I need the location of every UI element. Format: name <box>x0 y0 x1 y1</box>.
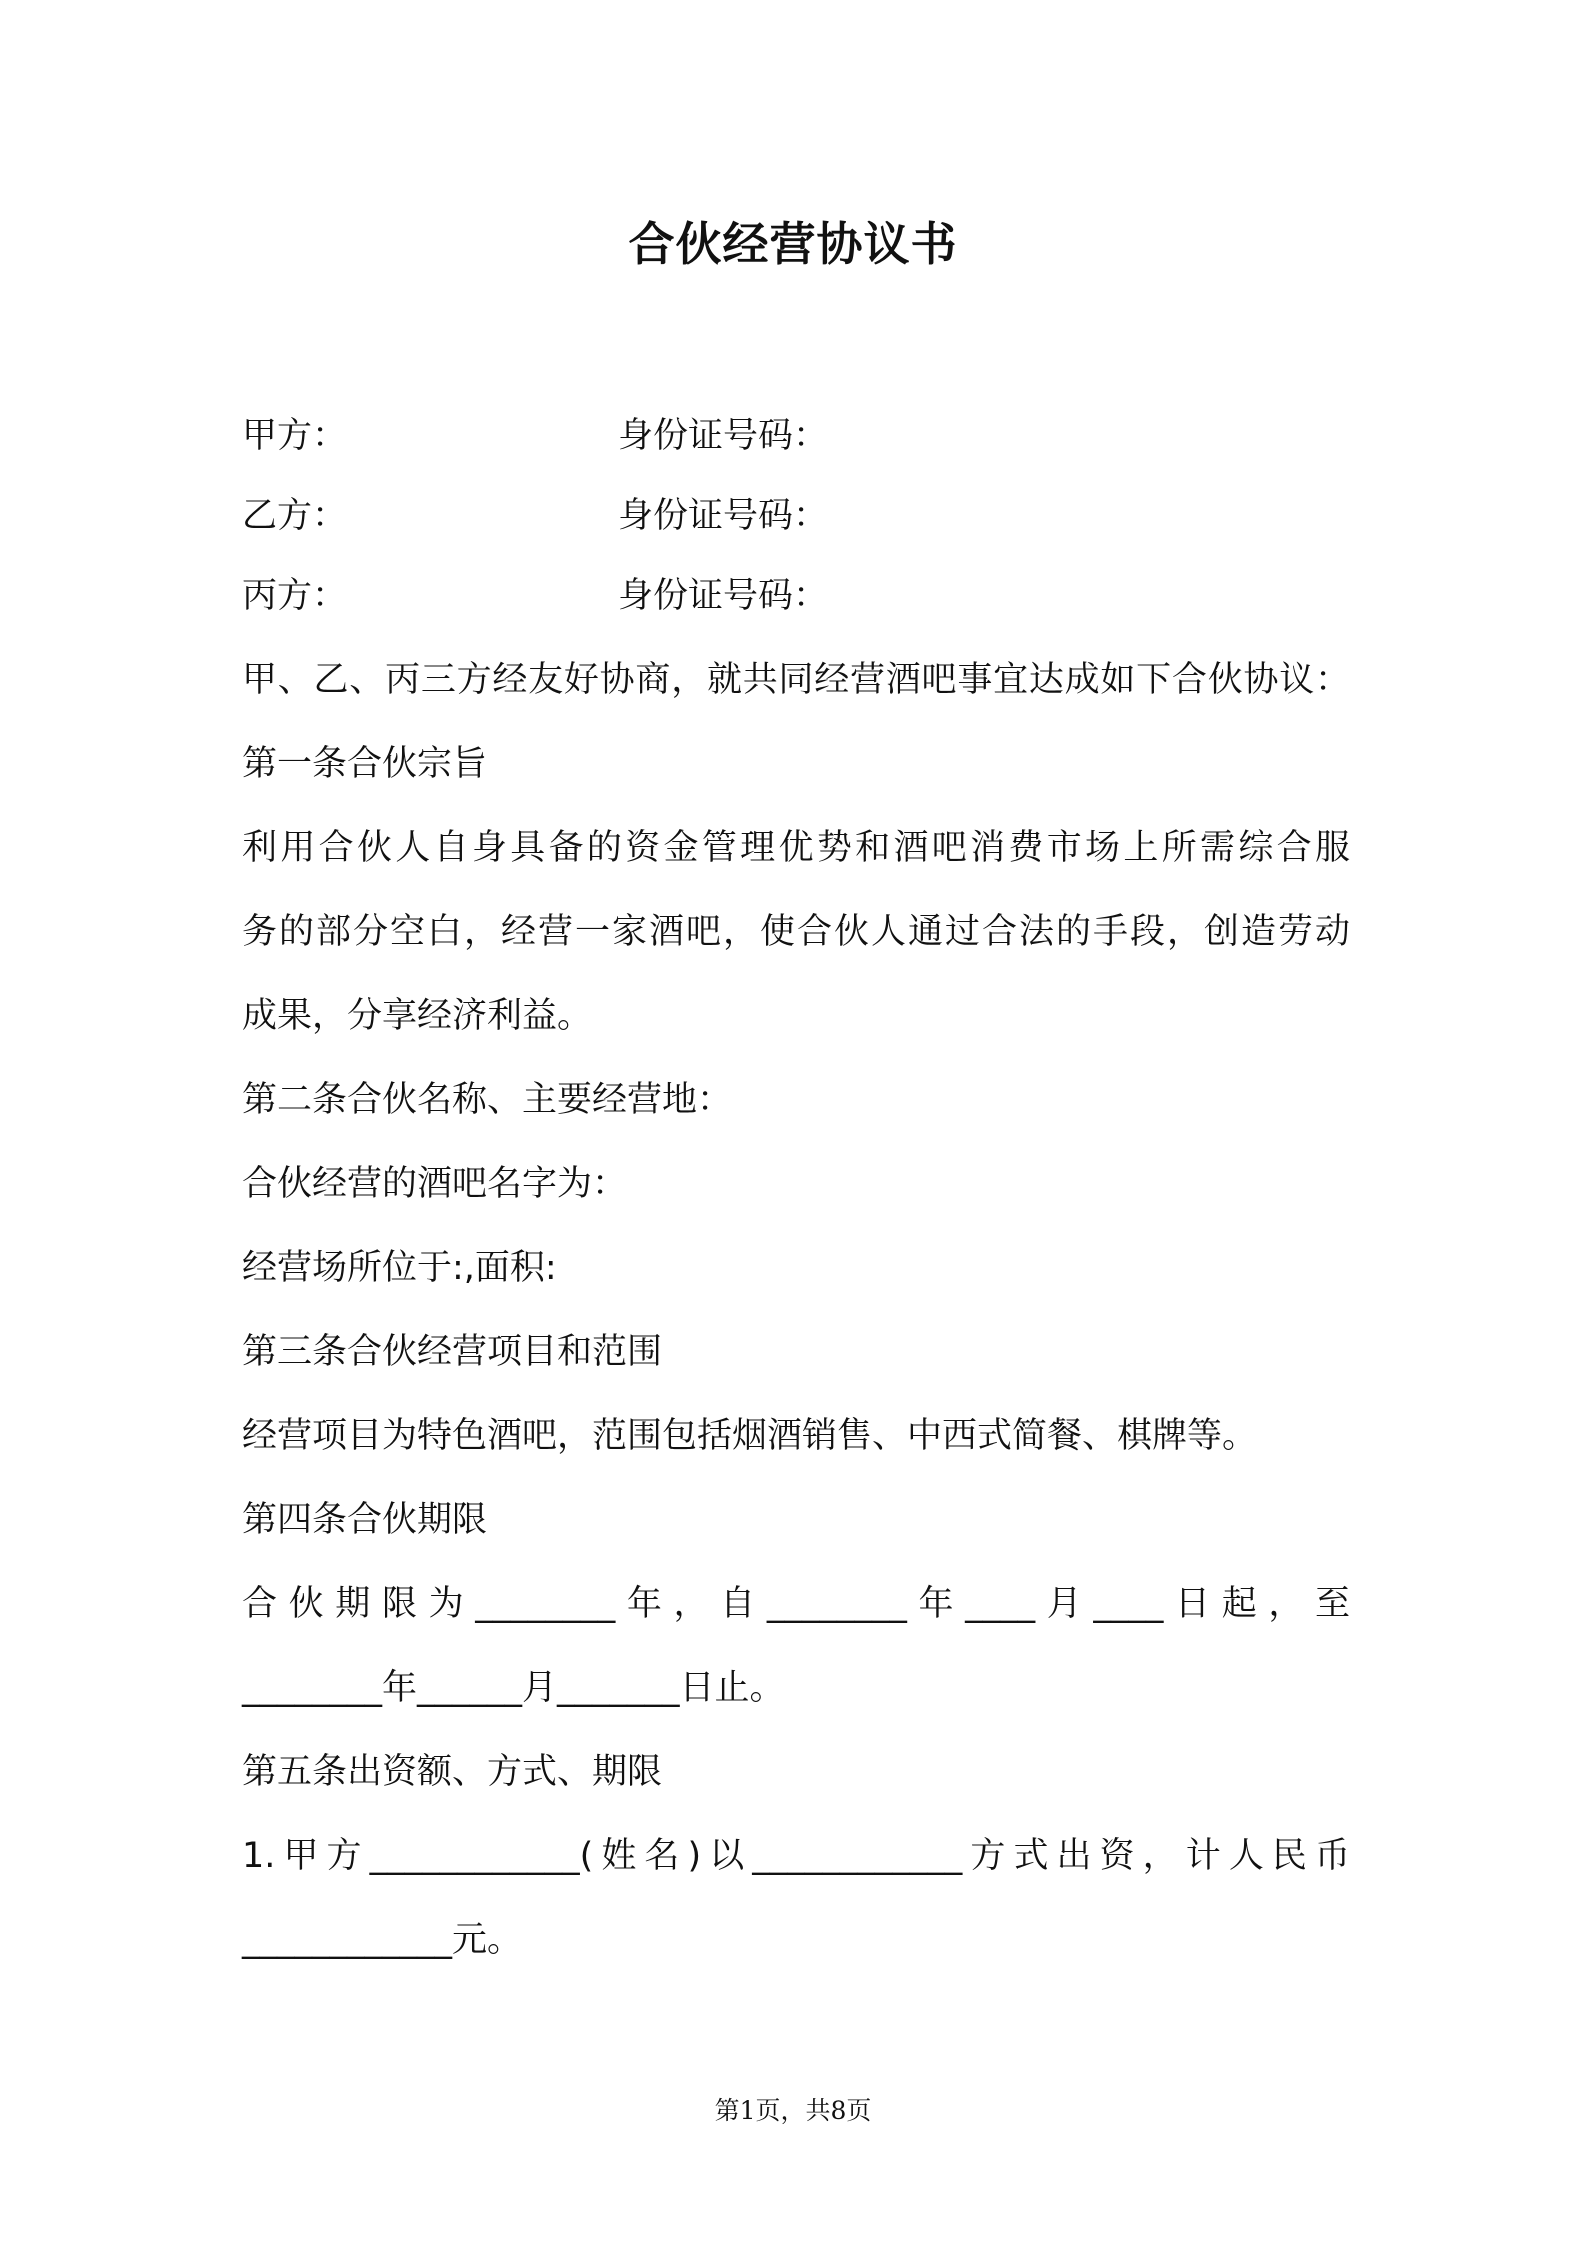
document-title: 合伙经营协议书 <box>628 217 958 271</box>
article-1-line-1: 利用合伙人自身具备的资金管理优势和酒吧消费市场上所需综合服 <box>242 828 1350 868</box>
article-4-heading: 第四条合伙期限 <box>242 1500 488 1540</box>
party-c-id-label: 身份证号码： <box>618 576 829 616</box>
page-number-footer: 第1页，共8页 <box>714 2096 872 2125</box>
intro-paragraph: 甲、乙、丙三方经友好协商，就共同经营酒吧事宜达成如下合伙协议： <box>242 660 1350 700</box>
article-5-line-1: 1.甲方____________(姓名)以____________方式出资，计人民币 <box>242 1836 1350 1876</box>
article-1-line-2: 务的部分空白，经营一家酒吧，使合伙人通过合法的手段，创造劳动 <box>242 912 1350 952</box>
article-4-line-1: 合伙期限为________年，自________年____月____日起，至 <box>242 1584 1350 1624</box>
article-5-line-2: ____________元。 <box>242 1920 523 1960</box>
article-1-line-3: 成果，分享经济利益。 <box>242 996 593 1036</box>
party-a-id-label: 身份证号码： <box>618 416 829 456</box>
article-2-heading: 第二条合伙名称、主要经营地： <box>242 1080 733 1120</box>
party-a-label: 甲方： <box>242 416 348 456</box>
article-1-heading: 第一条合伙宗旨 <box>242 744 488 784</box>
party-b-id-label: 身份证号码： <box>618 496 829 536</box>
article-4-line-2: ________年______月_______日止。 <box>242 1668 785 1708</box>
article-5-heading: 第五条出资额、方式、期限 <box>242 1752 663 1792</box>
article-2-place-line: 经营场所位于:,面积: <box>242 1248 557 1288</box>
article-3-heading: 第三条合伙经营项目和范围 <box>242 1332 663 1372</box>
party-b-label: 乙方： <box>242 496 348 536</box>
article-3-line: 经营项目为特色酒吧，范围包括烟酒销售、中西式简餐、棋牌等。 <box>242 1416 1258 1456</box>
party-c-label: 丙方： <box>242 576 348 616</box>
article-2-name-line: 合伙经营的酒吧名字为： <box>242 1164 628 1204</box>
